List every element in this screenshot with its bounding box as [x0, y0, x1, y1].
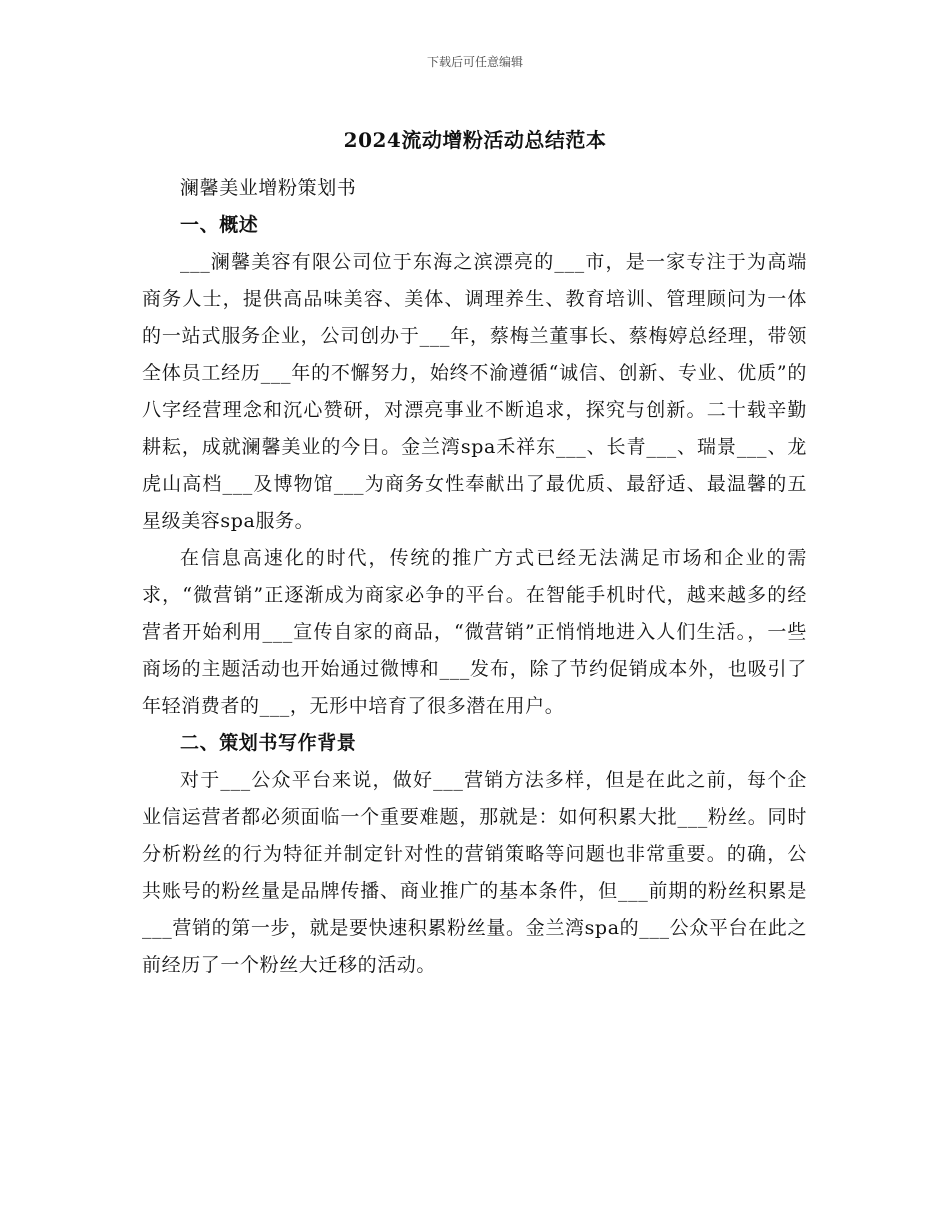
paragraph-overview-1: ___澜馨美容有限公司位于东海之滨漂亮的___市，是一家专注于为高端商务人士，提供高品味美容、美体、调理养生、教育培训、管理顾问为一体的一站式服务企业，公司创办于___年，蔡梅兰董事长、蔡梅婷总经理，带领全体员工经历___年的不懈努力，始终不渝遵循“诚信、创新、专业、优质”的八字经营理念和沉心赞研，对漂亮事业不断追求，探究与创新。二十载辛勤耕耘，成就澜馨美业的今日。金兰湾spa禾祥东___、长青___、瑞景___、龙虎山高档___及博物馆___为商务女性奉献出了最优质、最舒适、最温馨的五星级美容spa服务。	[142, 251, 807, 532]
document-body	[142, 170, 807, 984]
section-heading-overview: 一、概述	[180, 214, 259, 236]
section-heading-background: 二、策划书写作背景	[180, 732, 357, 754]
document-title: 2024流动增粉活动总结范本	[343, 128, 607, 152]
document-subtitle: 澜馨美业增粉策划书	[180, 177, 357, 199]
paragraph-background-1: 对于___公众平台来说，做好___营销方法多样，但是在此之前，每个企业信运营者都必须面临一个重要难题，那就是：如何积累大批___粉丝。同时分析粉丝的行为特征并制定针对性的营销策略等问题也非常重要。的确，公共账号的粉丝量是品牌传播、商业推广的基本条件，但___前期的粉丝积累是___营销的第一步，就是要快速积累粉丝量。金兰湾spa的___公众平台在此之前经历了一个粉丝大迁移的活动。	[142, 769, 807, 976]
page-header-note: 下载后可任意编辑	[426, 55, 523, 69]
paragraph-overview-2: 在信息高速化的时代，传统的推广方式已经无法满足市场和企业的需求，“微营销”正逐渐成为商家必争的平台。在智能手机时代，越来越多的经营者开始利用___宣传自家的商品，“微营销”正悄悄地进入人们生活。，一些商场的主题活动也开始通过微博和___发布，除了节约促销成本外，也吸引了年轻消费者的___，无形中培育了很多潜在用户。	[142, 547, 807, 717]
